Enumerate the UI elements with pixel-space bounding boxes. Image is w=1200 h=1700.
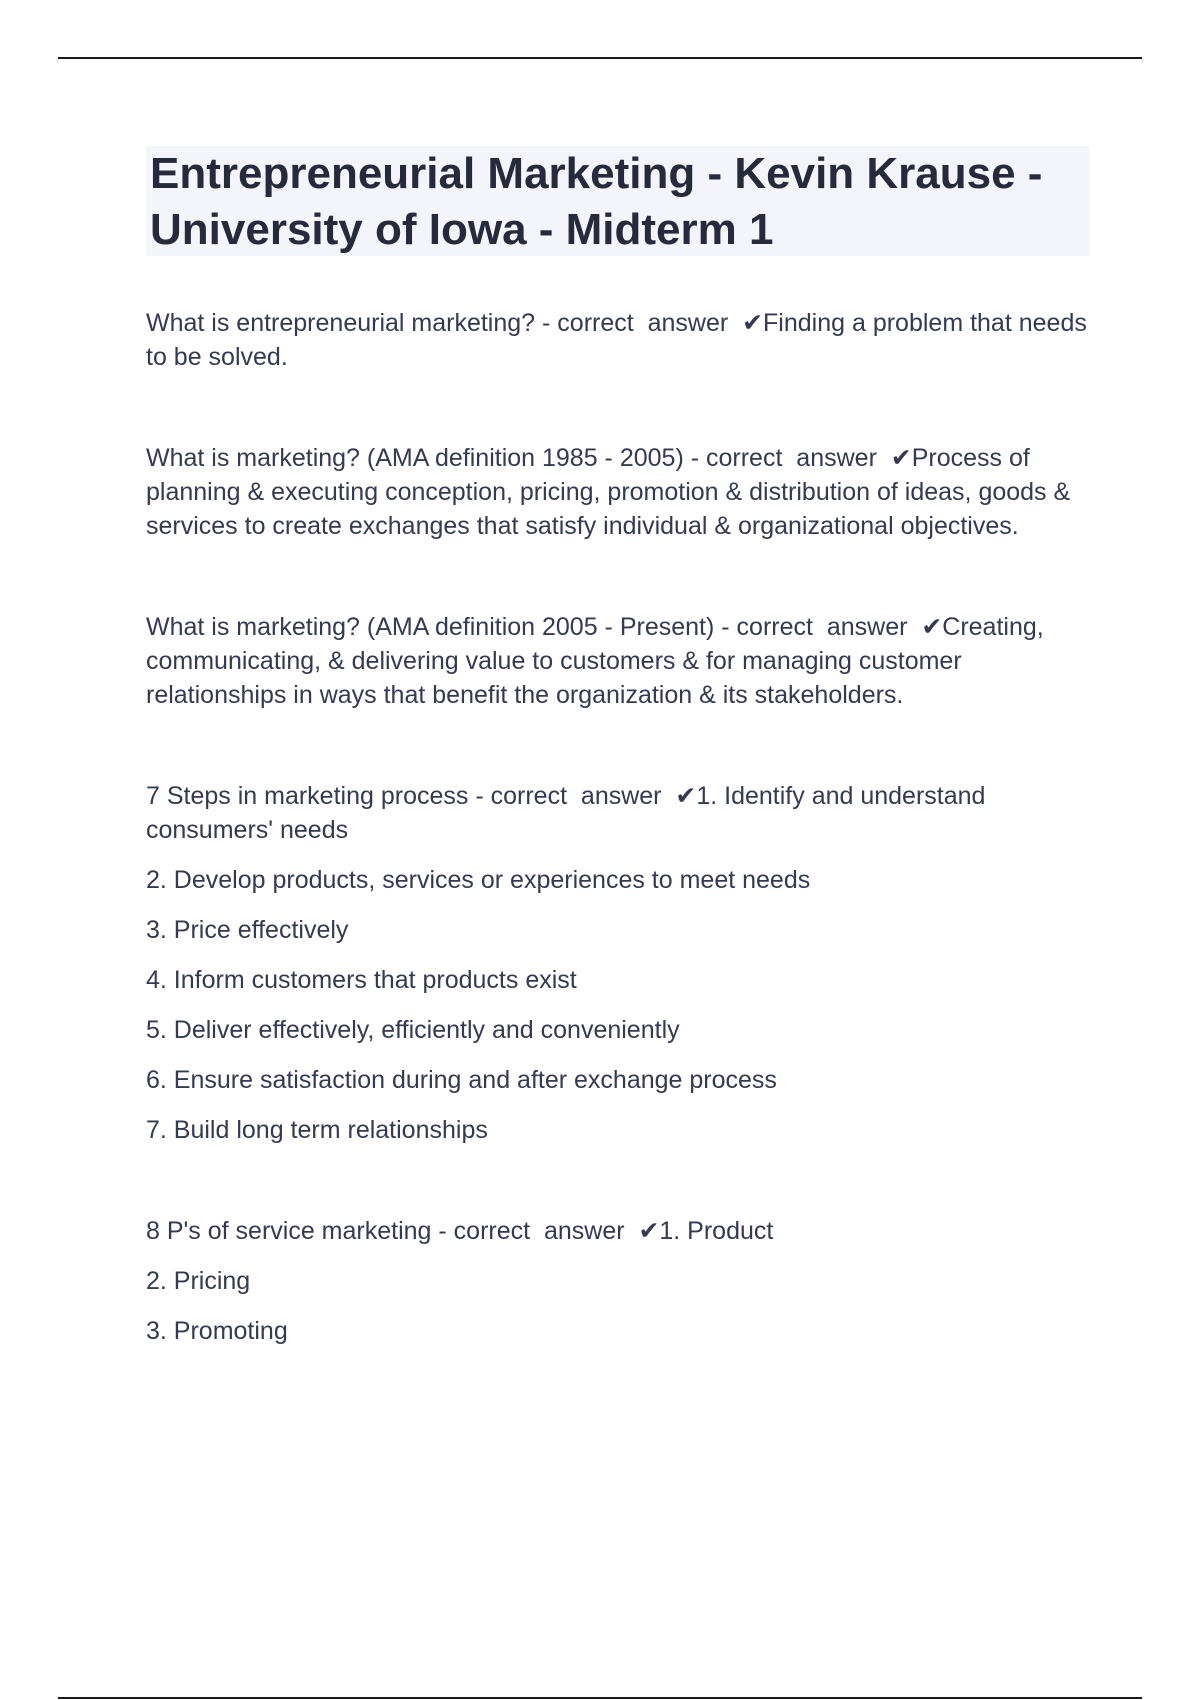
answer-marker: - correct answer ✔	[475, 782, 697, 810]
answer-marker: - correct answer ✔	[690, 444, 912, 472]
question-text: What is marketing? (AMA definition 1985 - 2005)	[146, 444, 684, 472]
list-item: 7. Build long term relationships	[146, 1116, 488, 1144]
flashcard	[146, 306, 1096, 374]
flashcard-text	[146, 441, 1096, 543]
top-rule	[58, 57, 1142, 59]
flashcard	[146, 610, 1096, 712]
flashcard-text	[146, 610, 1096, 712]
list-item: 6. Ensure satisfaction during and after exchange process	[146, 1066, 777, 1094]
list-item: 3. Promoting	[146, 1317, 288, 1345]
flashcard-text	[146, 1214, 1096, 1248]
answer-text: Creating, communicating, & delivering value to customers & for managing customer relationships in ways that benefit the organization & its stakeholders.	[146, 613, 1044, 709]
flashcard	[146, 441, 1096, 543]
flashcard	[146, 779, 1096, 1147]
answer-text: 1. Identify and understand consumers' needs	[146, 782, 986, 844]
answer-text: Finding a problem that needs to be solved.	[146, 309, 1087, 371]
flashcard-text	[146, 779, 1096, 847]
list-item: 4. Inform customers that products exist	[146, 966, 577, 994]
answer-marker: - correct answer ✔	[721, 613, 943, 641]
question-text: What is entrepreneurial marketing?	[146, 309, 536, 337]
answer-text: Process of planning & executing conception, pricing, promotion & distribution of ideas, goods & services to create exchanges that satisfy individual & organizational objectives.	[146, 444, 1071, 540]
answer-marker: - correct answer ✔	[438, 1217, 660, 1245]
list-item: 5. Deliver effectively, efficiently and conveniently	[146, 1016, 680, 1044]
answer-text: 1. Product	[659, 1217, 774, 1245]
bottom-rule	[58, 1697, 1142, 1699]
list-item: 2. Develop products, services or experiences to meet needs	[146, 866, 811, 894]
question-text: 7 Steps in marketing process	[146, 782, 469, 810]
flashcard-list	[146, 306, 1096, 1415]
flashcard	[146, 1214, 1096, 1348]
flashcard-text	[146, 306, 1096, 374]
list-item: 2. Pricing	[146, 1267, 251, 1295]
question-text: 8 P's of service marketing	[146, 1217, 432, 1245]
question-text: What is marketing? (AMA definition 2005 - Present)	[146, 613, 715, 641]
page-title: Entrepreneurial Marketing - Kevin Krause - University of Iowa - Midterm 1	[146, 146, 1089, 256]
list-item: 3. Price effectively	[146, 916, 349, 944]
answer-marker: - correct answer ✔	[542, 309, 764, 337]
